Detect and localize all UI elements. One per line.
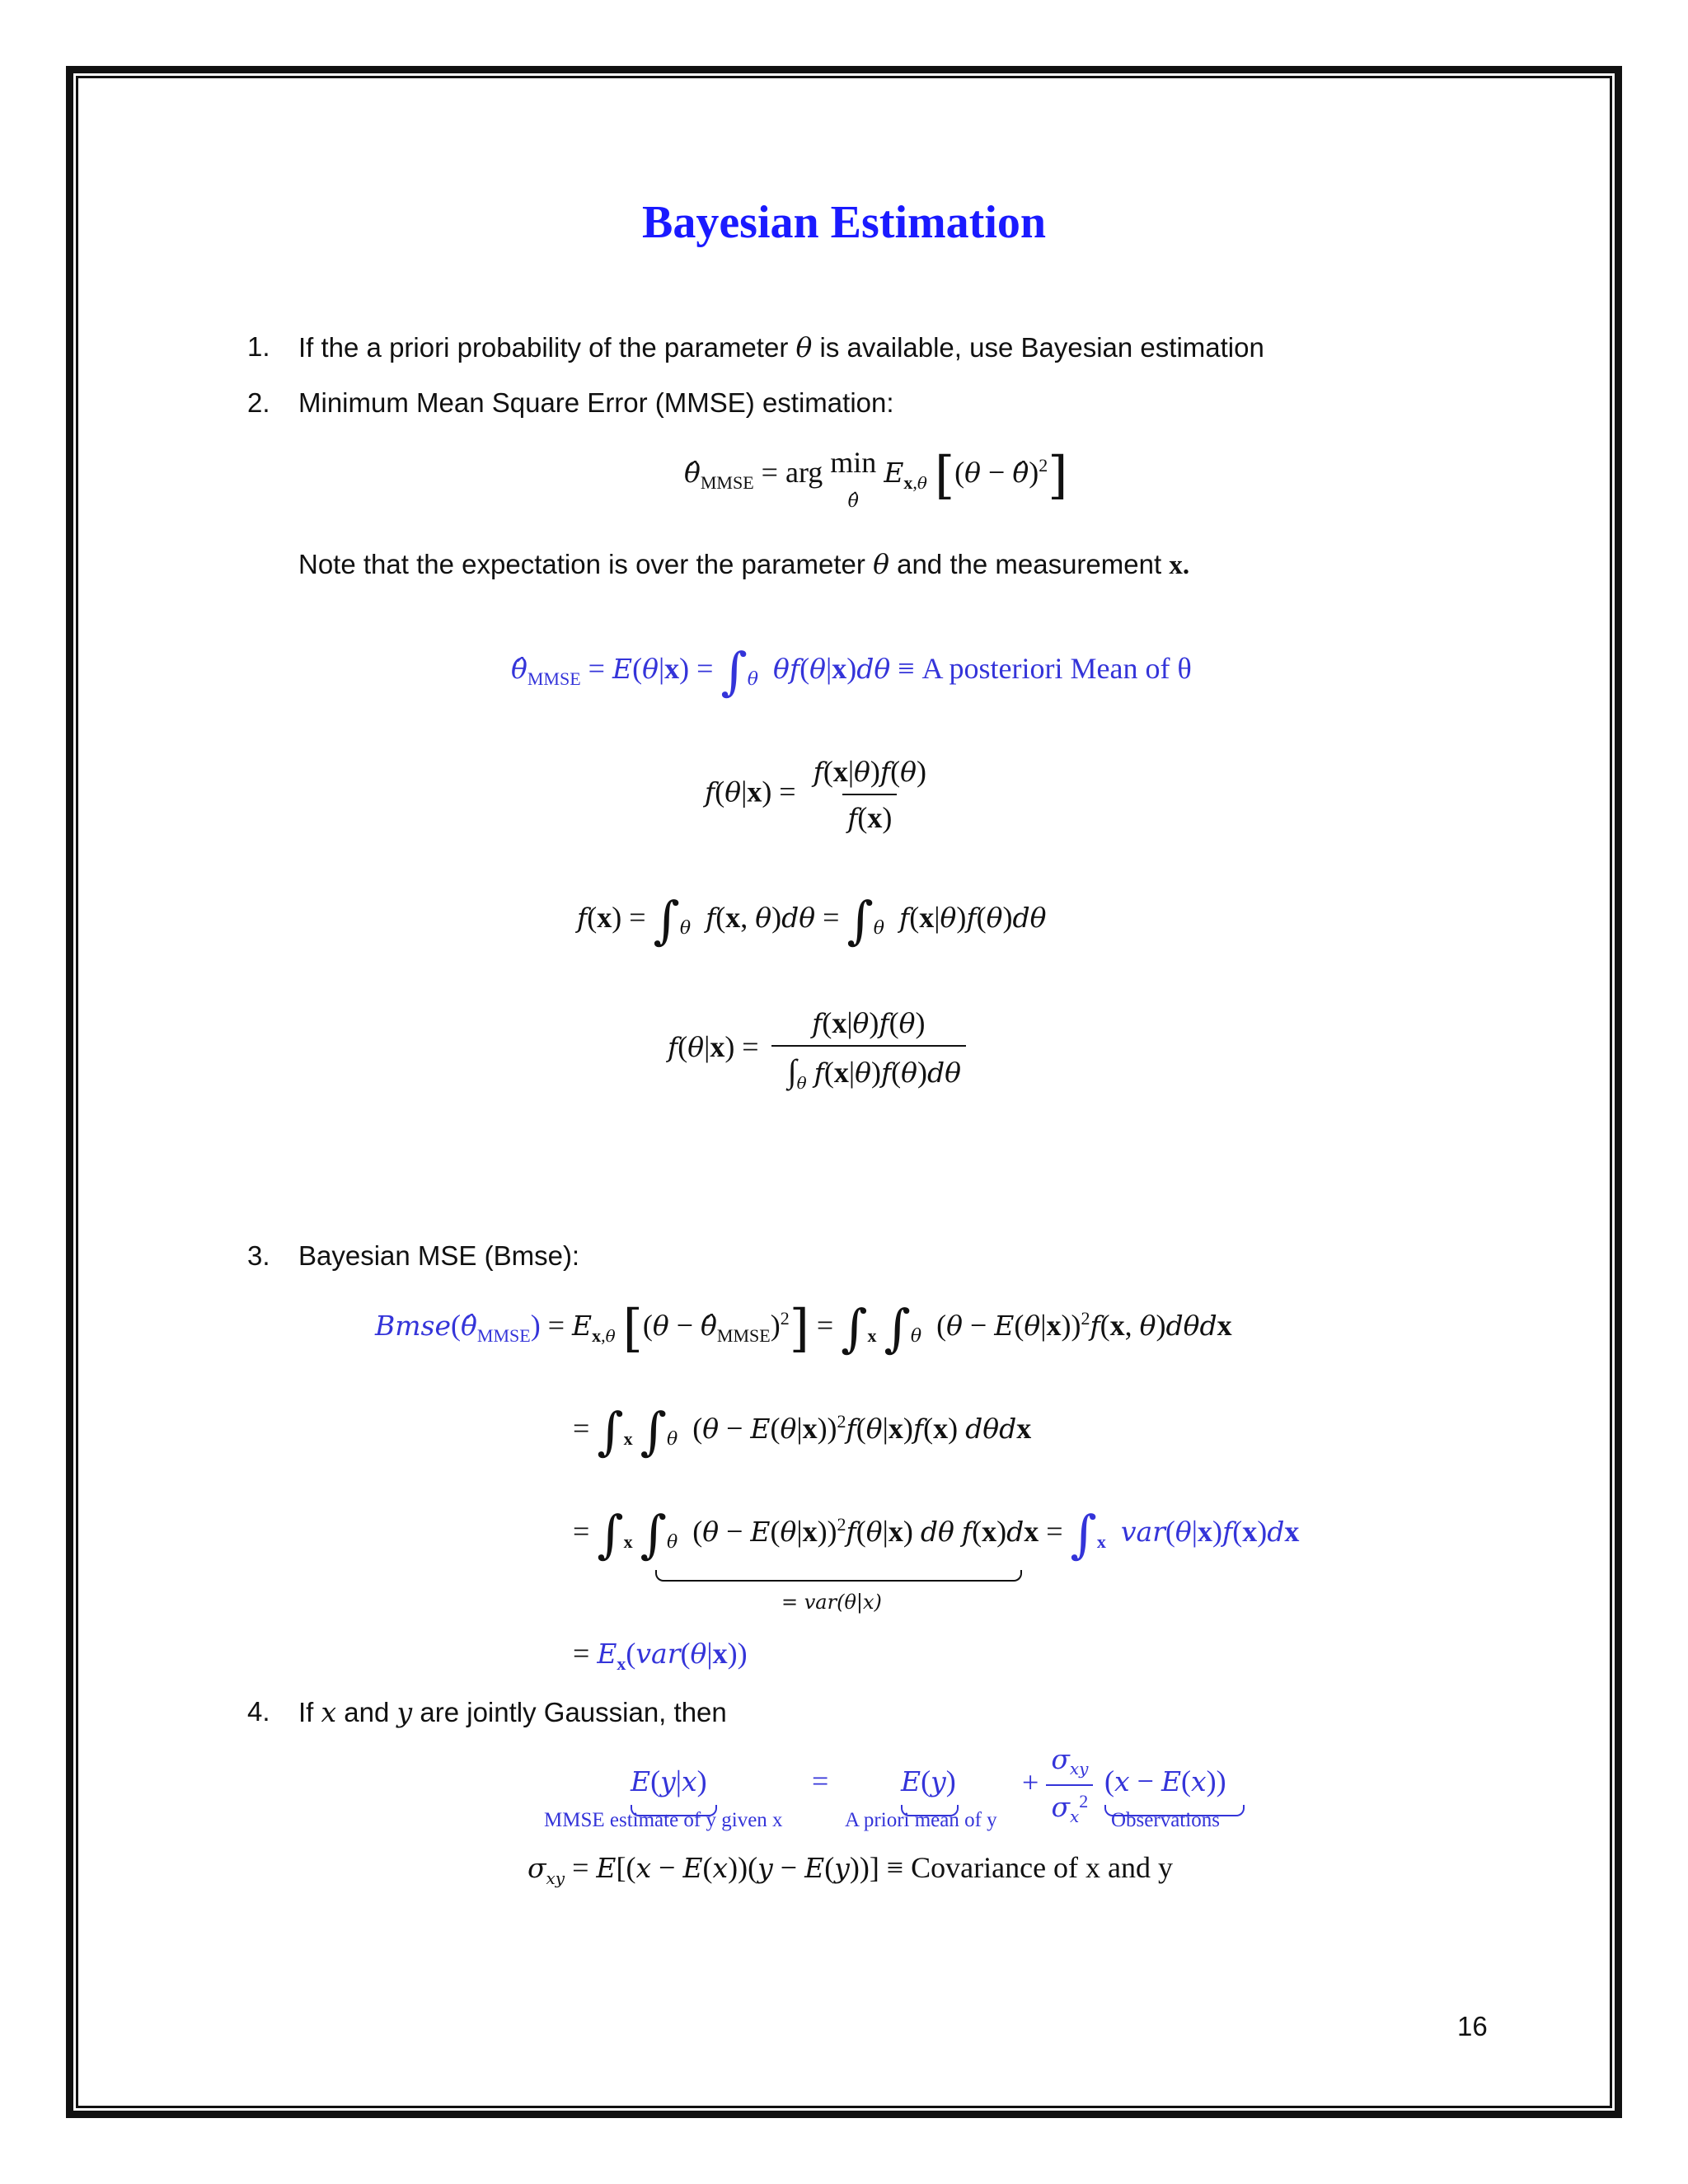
equation-mmse-definition: $\thetâ_{MMSE}$ = arg min θ̂ $E_{x,\theta}$ [(θ − θ̂)$^2$] — [684, 445, 1068, 512]
item-text-3: Bayesian MSE (Bmse): — [298, 1240, 580, 1271]
item-text-4 — [298, 1696, 727, 1728]
label-observations: Observations — [1111, 1809, 1220, 1831]
item-4-text-a: If — [298, 1697, 321, 1727]
equation-posterior-full: f(θ|x) = $\frac{f(x|\theta)f(\theta)}{\int_\theta f(x|\theta)f(\theta)d\theta}$ — [668, 1005, 971, 1094]
page-title: Bayesian Estimation — [641, 197, 1047, 248]
equation-bmse-line-4: = $E_x(var(\theta|x))$ — [573, 1637, 748, 1675]
theta-symbol: θ — [795, 331, 813, 363]
posterior-mean-label: A posteriori Mean of θ — [921, 651, 1192, 685]
item-4-text-b: and — [336, 1697, 397, 1727]
equation-covariance: $\sigma_{xy} = E[(x - E(x))(y - E(y))]$ ≡ Covariance of x and y — [528, 1851, 1174, 1889]
equation-marginal: $f(x) = \int_\theta$ f(x, $\theta)d\theta = \int_\theta$ f(x|θ)f(θ)dθ — [577, 890, 1047, 950]
x-symbol: x — [321, 1696, 337, 1728]
item-1-text-b: is available, use Bayesian estimation — [812, 332, 1264, 363]
item-1-text-a: If the a priori probability of the parameter — [298, 332, 796, 363]
variance-label: = var(θ|x) — [781, 1591, 882, 1614]
y-symbol: y — [396, 1696, 413, 1728]
label-prior-mean: A priori mean of y — [845, 1809, 997, 1831]
note-text-a: Note that the expectation is over the parameter — [298, 549, 874, 579]
note-text-b: and the measurement — [889, 549, 1170, 579]
item-number-4: 4. — [247, 1696, 270, 1727]
gauss-prior-term: E(y) — [901, 1765, 956, 1797]
page-number: 16 — [1457, 2011, 1488, 2041]
item-text-2: Minimum Mean Square Error (MMSE) estimation: — [298, 387, 894, 418]
item-4-text-c: are jointly Gaussian, then — [412, 1697, 727, 1727]
item-number-3: 3. — [247, 1240, 270, 1271]
covariance-label: Covariance of x and y — [911, 1851, 1174, 1884]
item-text-1 — [298, 331, 1264, 363]
equation-bmse-line-1: $Bmse(\thetâ_{MMSE}) = E_{x,\theta}$ $[(\theta - \thetâ_{MMSE})^2] = \int_x$ $\int_\theta$ $(\theta - E(\theta|x))^2f(x$, θ)dθdx — [375, 1298, 1232, 1358]
item-number-1: 1. — [247, 331, 270, 362]
note-bold-x: x. — [1169, 551, 1190, 580]
equation-bmse-line-3: = $\int_x$ $\int_\theta$ $(\theta - E(\theta|x))^2f(\theta|x)$ dθ $f(x)dx = \int_x$ var(θ|x)f(x)dx — [573, 1504, 1300, 1564]
equals-sign: = — [812, 1765, 829, 1797]
theta-symbol: θ — [873, 548, 889, 580]
gauss-observation-term: (x − E(x)) — [1104, 1765, 1226, 1797]
item-number-2: 2. — [247, 387, 270, 418]
equation-posterior-mean: $\thetâ_{MMSE} = E(\theta|x) = \int_\theta$ θf(θ|x)dθ ≡ A posteriori Mean of θ — [511, 641, 1192, 701]
underbrace-variance — [655, 1570, 1022, 1582]
note-text — [298, 548, 1189, 581]
equation-bmse-line-2: = $\int_x$ $\int_\theta$ $(\theta - E(\theta|x))^2f(\theta|x)f(x)$ dθdx — [573, 1401, 1032, 1461]
label-mmse-estimate: MMSE estimate of y given x — [544, 1809, 783, 1831]
gauss-gain-term: + $\frac{\sigma_{xy}}{\sigma_x^2}$ — [1022, 1743, 1093, 1827]
gauss-mmse-term: E(y|x) — [631, 1765, 707, 1797]
equation-bayes-rule: f(θ|x) = $\frac{f(x|\theta)f(\theta)}{f(x)}$ — [705, 755, 927, 834]
